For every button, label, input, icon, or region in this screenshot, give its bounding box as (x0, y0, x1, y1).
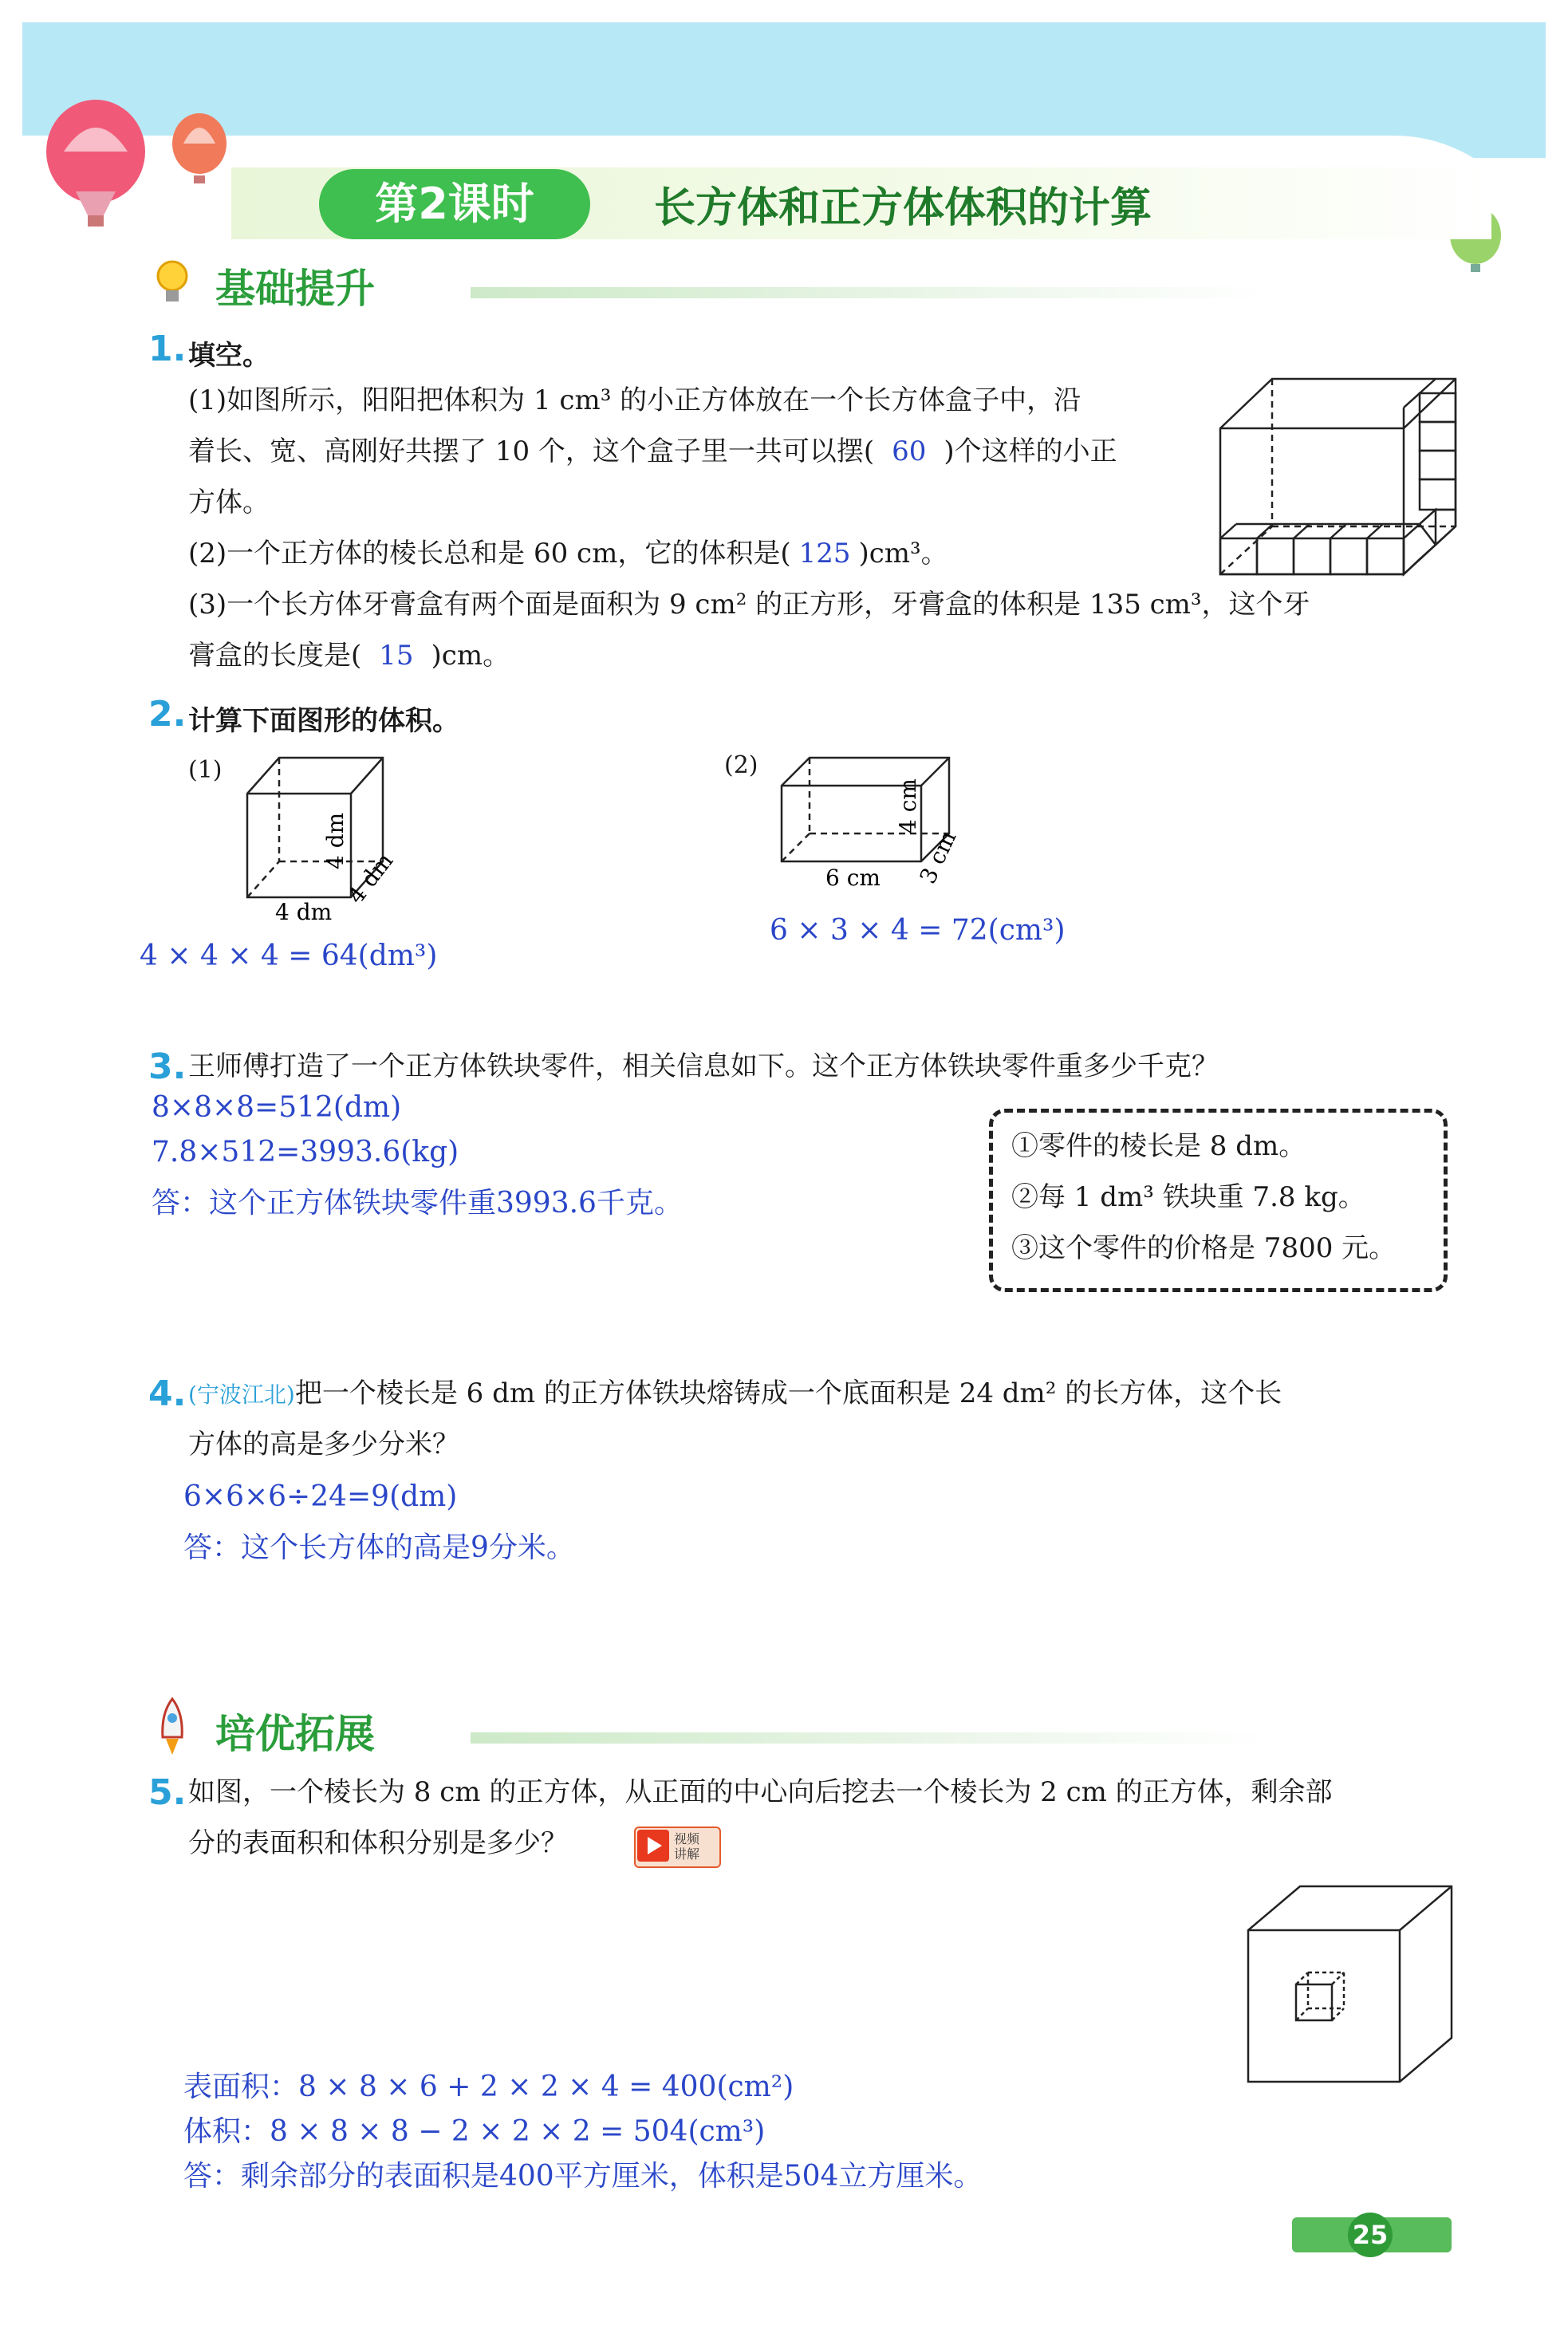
q1-p3-text-a: 膏盒的长度是( (188, 640, 362, 672)
q3-work-2: 7.8×512=3993.6(kg) (152, 1136, 459, 1168)
q1-p3-line1: (3)一个长方体牙膏盒有两个面是面积为 9 cm² 的正方形，牙膏盒的体积是 135 cm³，这个牙 (188, 589, 1310, 621)
q3-info-2: ②每 1 dm³ 铁块重 7.8 kg。 (1011, 1181, 1365, 1213)
q2-fig2-label: (2) (724, 751, 758, 779)
q4-line1-text: 把一个棱长是 6 dm 的正方体铁块熔铸成一个底面积是 24 dm² 的长方体，这个长 (294, 1377, 1282, 1409)
q1-number: 1. (148, 329, 187, 369)
q2-fig1-label: (1) (188, 756, 223, 784)
q1-p2-text-a: (2)一个正方体的棱长总和是 60 cm，它的体积是( (188, 538, 791, 569)
q5-number: 5. (148, 1772, 187, 1813)
q3-number: 3. (148, 1046, 187, 1087)
q1-box-figure (1216, 371, 1471, 578)
q4-answer: 答：这个长方体的高是9分米。 (183, 1531, 575, 1564)
q3-answer: 答：这个正方体铁块零件重3993.6千克。 (152, 1187, 683, 1220)
q2-fig2-answer: 6 × 3 × 4 = 72(cm³) (770, 914, 1066, 947)
q5-line1: 如图，一个棱长为 8 cm 的正方体，从正面的中心向后挖去一个棱长为 2 cm 的正方体，剩余部 (188, 1776, 1333, 1808)
q2-number: 2. (148, 694, 187, 735)
q2-fig2-dim-width: 3 cm (914, 826, 962, 888)
video-label-2: 讲解 (674, 1846, 700, 1862)
q1-p3-text-b: )cm。 (431, 640, 510, 672)
q5-line2: 分的表面积和体积分别是多少？ (188, 1827, 568, 1859)
video-label-1: 视频 (674, 1831, 700, 1846)
q2-fig1-cube (239, 754, 415, 937)
q4-line1 (188, 1368, 1464, 1421)
q1-title: 填空。 (188, 340, 270, 372)
q1-p1-line3: 方体。 (188, 487, 270, 518)
q1-p3-answer: 15 (379, 640, 414, 672)
q2-fig2-dim-height: 4 cm (895, 778, 921, 833)
q2-fig1-dim-height: 4 dm (322, 812, 349, 869)
q4-number: 4. (148, 1373, 187, 1414)
q2-title: 计算下面图形的体积。 (188, 705, 459, 737)
q2-fig1-dim-length: 4 dm (275, 899, 333, 925)
q4-work-1: 6×6×6÷24=9(dm) (183, 1480, 458, 1513)
q2-fig1-answer: 4 × 4 × 4 = 64(dm³) (140, 940, 438, 972)
q2-fig1-dim-width: 4 dm (342, 847, 399, 909)
q5-answer: 答：剩余部分的表面积是400平方厘米，体积是504立方厘米。 (183, 2160, 983, 2193)
q3-work-1: 8×8×8=512(dm) (152, 1091, 402, 1124)
section-divider (471, 287, 1268, 298)
video-explain-label[interactable] (674, 1831, 699, 1862)
rocket-icon (156, 1697, 188, 1761)
section-basic-title: 基础提升 (215, 266, 375, 312)
q1-p2 (188, 528, 1225, 579)
lesson-title: 长方体和正方体体积的计算 (654, 184, 1152, 232)
q5-cube-figure (1240, 1882, 1464, 2090)
q2-fig2-dim-length: 6 cm (825, 865, 881, 891)
section-advanced-title: 培优拓展 (215, 1711, 375, 1757)
q3-title: 王师傅打造了一个正方体铁块零件，相关信息如下。这个正方体铁块零件重多少千克？ (188, 1050, 1219, 1082)
section-divider-2 (471, 1732, 1268, 1744)
q5-surface-area: 表面积：8 × 8 × 6 + 2 × 2 × 4 = 400(cm²) (183, 2071, 794, 2103)
lesson-label: 第2课时 (319, 169, 590, 239)
q3-info-1: ①零件的棱长是 8 dm。 (1011, 1130, 1306, 1162)
q1-p2-text-b: )cm³。 (858, 538, 948, 569)
page-number: 25 (1348, 2213, 1393, 2257)
q2-fig2-box (774, 754, 981, 897)
play-icon[interactable] (637, 1830, 669, 1862)
q1-p1-line2 (188, 426, 1225, 477)
q1-p1-text-b: )个这样的小正 (944, 435, 1117, 467)
q5-volume: 体积：8 × 8 × 8 − 2 × 2 × 2 = 504(cm³) (183, 2115, 766, 2148)
q1-p1-text-a: 着长、宽、高刚好共摆了 10 个，这个盒子里一共可以摆( (188, 435, 875, 467)
q1-p1-answer: 60 (892, 435, 927, 467)
lightbulb-icon (156, 257, 188, 313)
q1-p1-line1: (1)如图所示，阳阳把体积为 1 cm³ 的小正方体放在一个长方体盒子中，沿 (188, 384, 1081, 416)
q1-p3-line2 (188, 630, 510, 681)
q4-line2: 方体的高是多少分米？ (188, 1429, 459, 1460)
q1-p2-answer: 125 (798, 538, 851, 569)
q4-source: (宁波江北) (188, 1381, 295, 1408)
q3-info-3: ③这个零件的价格是 7800 元。 (1011, 1232, 1397, 1264)
